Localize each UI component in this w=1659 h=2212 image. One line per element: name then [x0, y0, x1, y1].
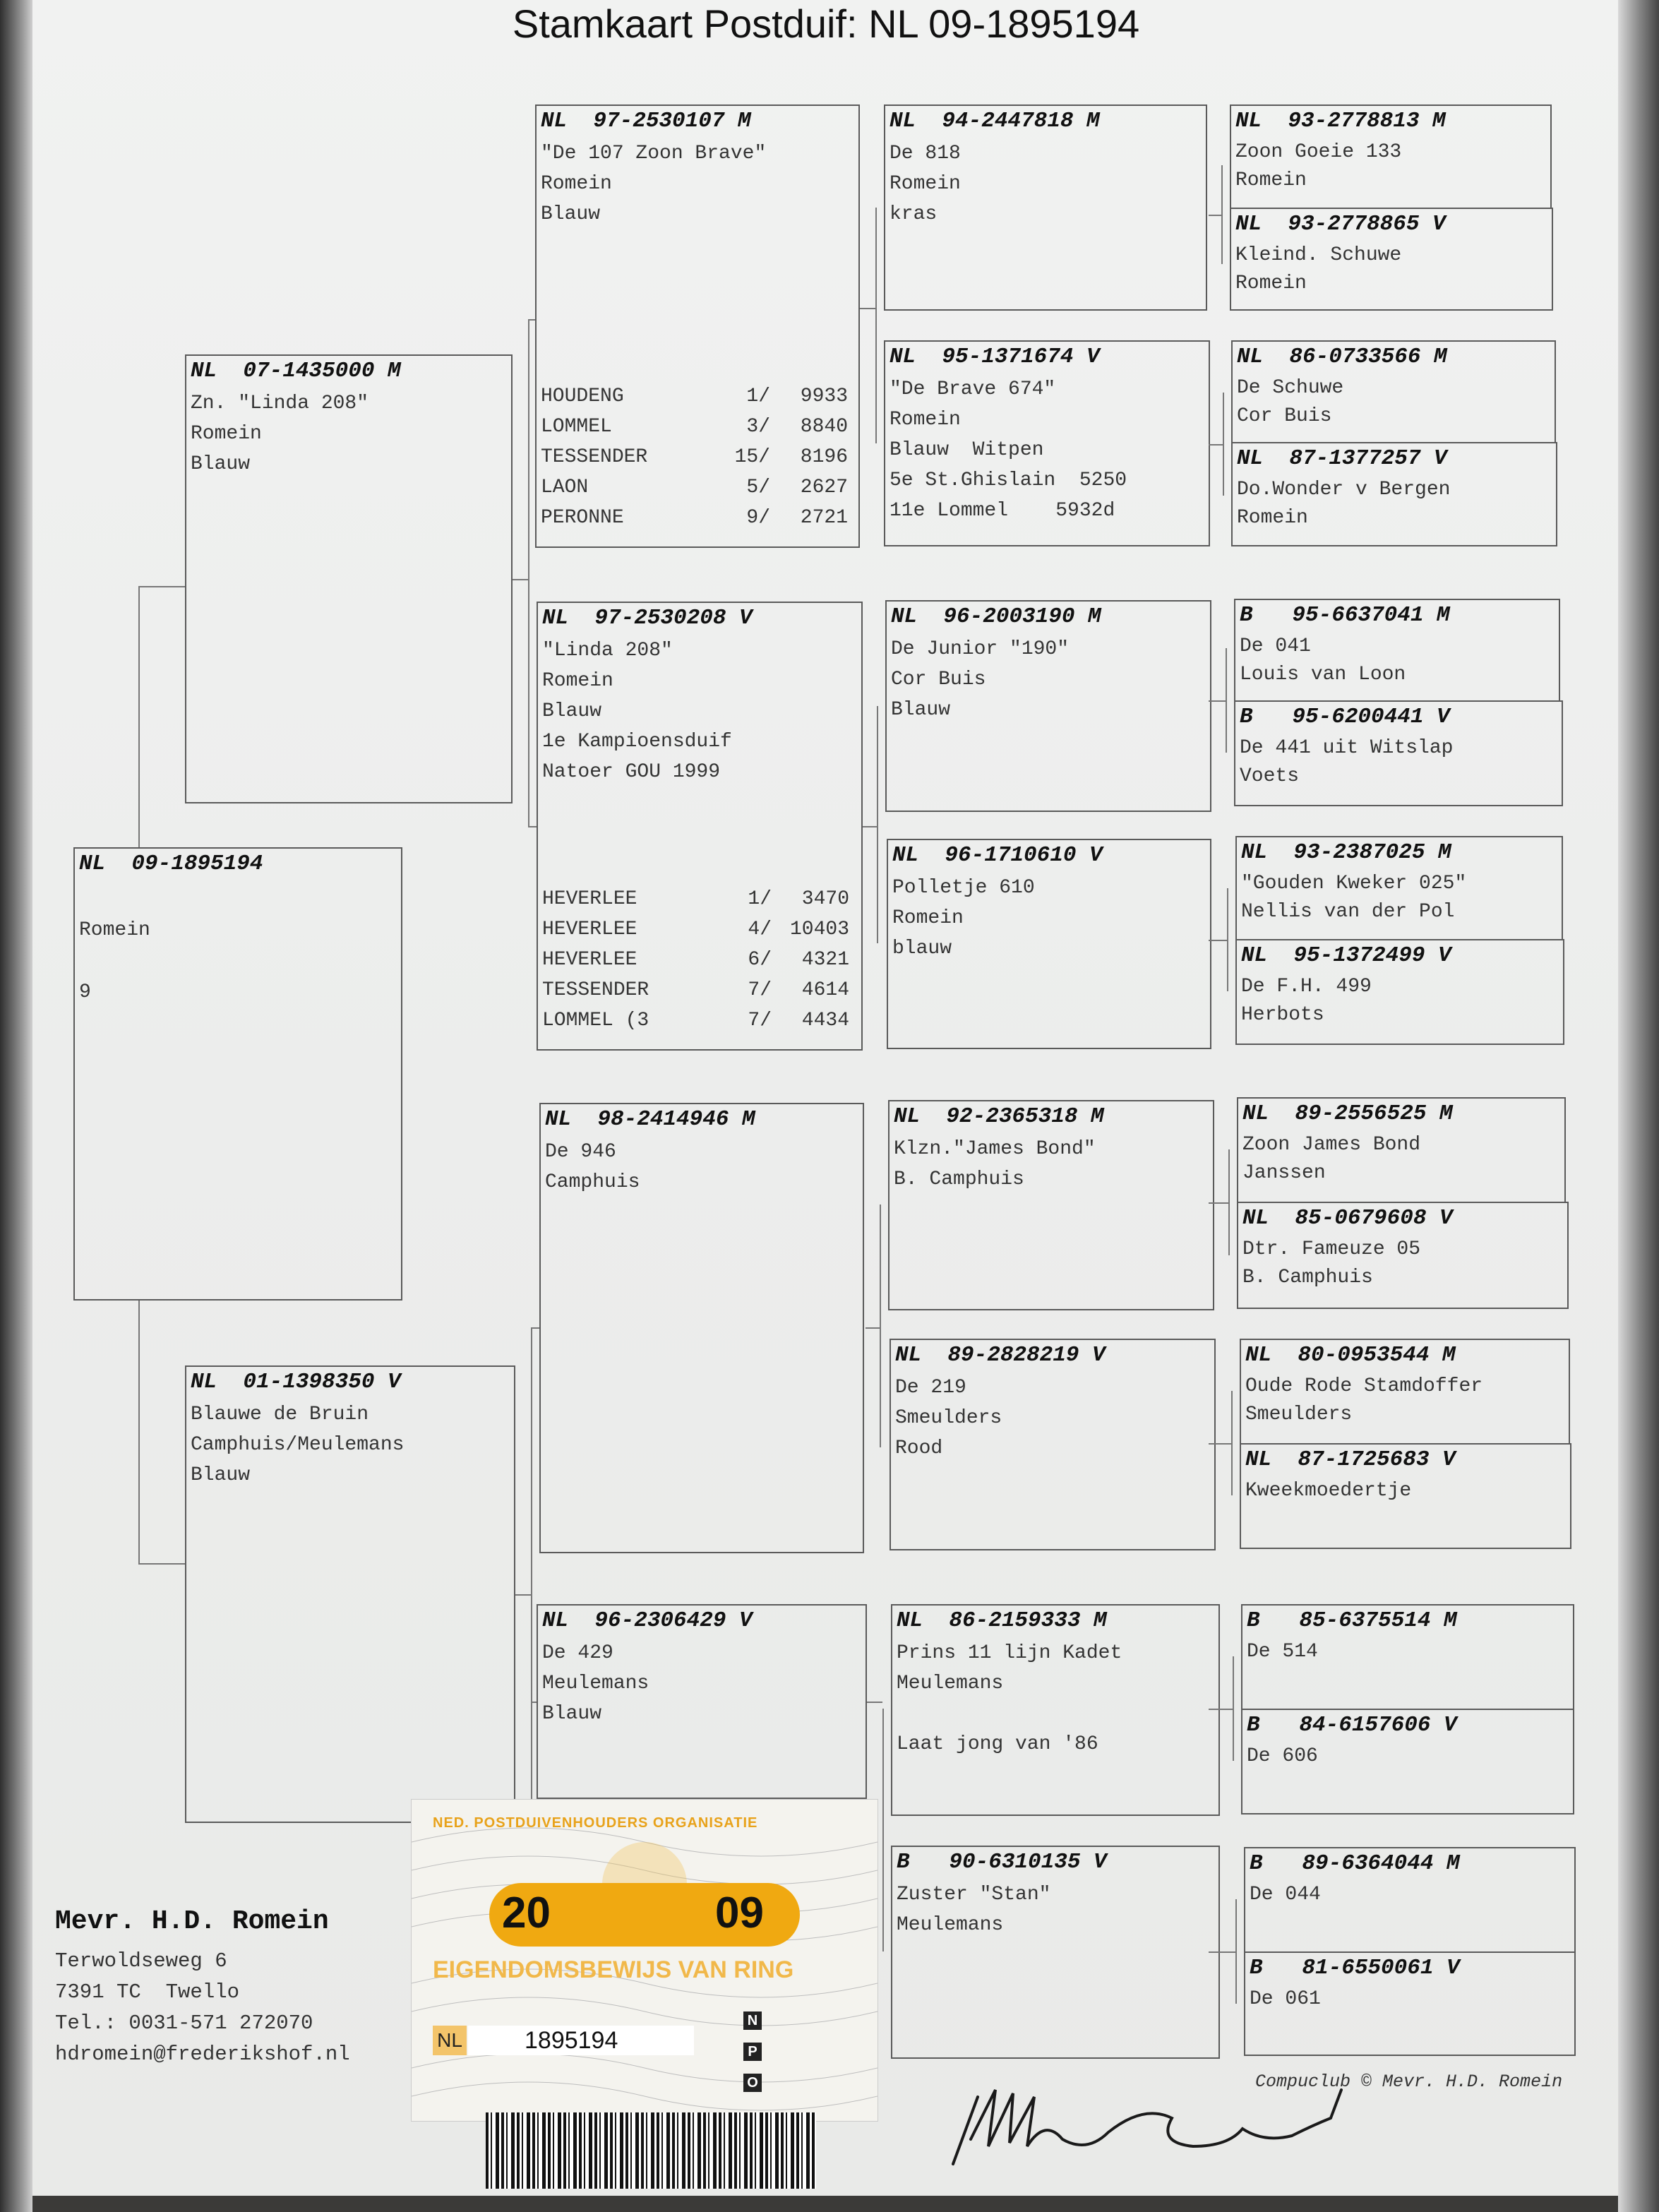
connector-line: [513, 579, 528, 580]
gen4-box: [1240, 1339, 1570, 1445]
grandparent-box: [537, 1604, 867, 1799]
race-place: LOMMEL (3: [542, 1010, 649, 1032]
great-grandparent-box: [891, 1604, 1220, 1816]
gen4-box: [1241, 1709, 1574, 1815]
connector-line: [882, 1709, 884, 1951]
owner-city: 7391 TC Twello: [55, 1980, 240, 2004]
race-place: LOMMEL: [541, 416, 612, 438]
sire-box-line: Zn. "Linda 208": [191, 393, 369, 414]
connector-line: [1209, 444, 1224, 446]
dam-box-ring: NL 01-1398350 V: [191, 1370, 401, 1394]
npo-logo: [743, 2011, 762, 2105]
gen4-box: [1237, 1202, 1569, 1309]
gen4-box-line: Nellis van der Pol: [1241, 901, 1455, 923]
logo-letter-p: P: [743, 2043, 762, 2061]
grandparent-box-ring: NL 97-2530208 V: [542, 606, 753, 630]
great-grandparent-box-line: Zuster "Stan": [897, 1884, 1051, 1906]
race-total: 8196: [800, 446, 848, 468]
logo-letter-o: O: [743, 2074, 762, 2092]
great-grandparent-box-line: De 219: [895, 1377, 966, 1399]
gen4-box-line: Janssen: [1242, 1162, 1326, 1184]
gen4-box-line: De 041: [1240, 635, 1311, 657]
race-total: 10403: [789, 919, 849, 940]
great-grandparent-box-ring: NL 96-1710610 V: [892, 843, 1103, 868]
connector-line: [1209, 700, 1227, 702]
gen4-box-ring: B 95-6200441 V: [1240, 705, 1450, 729]
gen4-box-line: Kleind. Schuwe: [1235, 244, 1402, 266]
race-position: 4/: [748, 919, 772, 940]
great-grandparent-box-line: Blauw Witpen: [890, 439, 1044, 461]
race-total: 2721: [800, 507, 848, 529]
sire-box-line: Romein: [191, 423, 262, 445]
gen4-box-line: De Schuwe: [1237, 377, 1344, 399]
gen4-box-ring: NL 87-1725683 V: [1245, 1447, 1456, 1472]
grandparent-box-line: Camphuis: [545, 1171, 640, 1193]
gen4-box-ring: B 85-6375514 M: [1247, 1608, 1457, 1633]
logo-letter-n: N: [743, 2011, 762, 2030]
connector-line: [1209, 1709, 1234, 1710]
gen4-box-ring: NL 89-2556525 M: [1242, 1101, 1453, 1126]
card-org-name: NED. POSTDUIVENHOUDERS ORGANISATIE: [433, 1815, 758, 1831]
connector-line: [863, 826, 877, 827]
great-grandparent-box-ring: NL 94-2447818 M: [890, 109, 1100, 133]
card-year-left: 20: [502, 1889, 551, 1937]
grandparent-box: [539, 1103, 864, 1553]
gen4-box: [1241, 1604, 1574, 1710]
great-grandparent-box-ring: NL 86-2159333 M: [897, 1608, 1107, 1633]
great-grandparent-box-line: Smeulders: [895, 1407, 1002, 1429]
connector-line: [528, 319, 535, 321]
race-position: 6/: [748, 949, 772, 971]
great-grandparent-box-line: Romein: [890, 409, 961, 431]
great-grandparent-box-line: Meulemans: [897, 1914, 1004, 1936]
barcode: [486, 2112, 816, 2189]
gen4-box-ring: NL 86-0733566 M: [1237, 345, 1447, 369]
connector-line: [880, 1204, 881, 1447]
great-grandparent-box: [888, 1100, 1214, 1310]
sire-box-line: Blauw: [191, 453, 251, 475]
dam-box-line: Blauwe de Bruin: [191, 1404, 369, 1425]
race-total: 2627: [800, 477, 848, 498]
gen4-box-line: Romein: [1235, 169, 1307, 191]
gen4-box-line: De 514: [1247, 1641, 1318, 1663]
race-total: 4321: [801, 949, 849, 971]
connector-line: [515, 1594, 531, 1596]
gen4-box-ring: NL 80-0953544 M: [1245, 1343, 1456, 1368]
gen4-box-ring: B 95-6637041 M: [1240, 603, 1450, 628]
great-grandparent-box-line: Romein: [892, 907, 964, 929]
race-position: 7/: [748, 979, 772, 1001]
gen4-box-line: Dtr. Fameuze 05: [1242, 1238, 1421, 1260]
grandparent-box-line: Blauw: [542, 700, 602, 722]
subject-box: [73, 847, 402, 1301]
gen4-box-line: Kweekmoedertje: [1245, 1480, 1412, 1502]
connector-line: [528, 826, 537, 827]
race-place: PERONNE: [541, 507, 624, 529]
gen4-box-ring: B 81-6550061 V: [1250, 1956, 1460, 1980]
connector-line: [877, 706, 878, 943]
card-title: EIGENDOMSBEWIJS VAN RING: [433, 1956, 794, 1983]
connector-line: [138, 1301, 140, 1565]
great-grandparent-box-ring: NL 89-2828219 V: [895, 1343, 1106, 1368]
grandparent-box-ring: NL 96-2306429 V: [542, 1608, 753, 1633]
gen4-box: [1244, 1951, 1576, 2056]
dam-box-line: Blauw: [191, 1464, 251, 1486]
great-grandparent-box-line: 5e St.Ghislain 5250: [890, 470, 1127, 491]
gen4-box-ring: NL 93-2778865 V: [1235, 212, 1446, 237]
grandparent-box-line: "De 107 Zoon Brave": [541, 143, 767, 165]
gen4-box-ring: B 89-6364044 M: [1250, 1851, 1460, 1876]
grandparent-box-ring: NL 98-2414946 M: [545, 1107, 755, 1132]
race-place: HEVERLEE: [542, 919, 637, 940]
gen4-box-line: De F.H. 499: [1241, 976, 1372, 998]
card-year-right: 09: [715, 1889, 764, 1937]
gen4-box-line: Romein: [1237, 507, 1308, 529]
grandparent-box-race-row: [542, 919, 849, 940]
grandparent-box-race-row: [541, 385, 848, 407]
gen4-box-line: Zoon James Bond: [1242, 1134, 1421, 1156]
grandparent-box-line: Romein: [541, 173, 612, 195]
connector-line: [1209, 1951, 1237, 1953]
race-position: 3/: [746, 416, 770, 438]
race-position: 9/: [746, 507, 770, 529]
gen4-box: [1231, 442, 1557, 546]
connector-line: [138, 586, 185, 587]
gen4-box-ring: NL 93-2778813 M: [1235, 109, 1446, 133]
grandparent-box: [535, 104, 860, 548]
great-grandparent-box-line: Laat jong van '86: [897, 1733, 1098, 1755]
gen4-box-line: De 606: [1247, 1745, 1318, 1767]
dam-box: [185, 1365, 515, 1823]
great-grandparent-box-line: Blauw: [891, 699, 951, 721]
gen4-box: [1231, 340, 1556, 443]
great-grandparent-box: [885, 600, 1211, 812]
subject-line: 9: [79, 981, 91, 1003]
gen4-box-ring: NL 85-0679608 V: [1242, 1206, 1453, 1231]
gen4-box-ring: NL 93-2387025 M: [1241, 840, 1451, 865]
great-grandparent-box-ring: NL 95-1371674 V: [890, 345, 1100, 369]
great-grandparent-box-line: "De Brave 674": [890, 378, 1056, 400]
great-grandparent-box-line: Cor Buis: [891, 669, 986, 690]
great-grandparent-box-line: blauw: [892, 938, 952, 959]
connector-line: [866, 1327, 880, 1329]
gen4-box-ring: NL 95-1372499 V: [1241, 943, 1451, 968]
grandparent-box-race-row: [542, 979, 849, 1001]
race-place: LAON: [541, 477, 589, 498]
gen4-box-line: De 441 uit Witslap: [1240, 737, 1454, 759]
race-total: 9933: [800, 385, 848, 407]
gen4-box-line: De 044: [1250, 1884, 1321, 1906]
owner-block: [55, 1906, 422, 2067]
subject-ring: NL 09-1895194: [79, 851, 263, 876]
connector-line: [1209, 940, 1228, 941]
page-title: Stamkaart Postduif: NL 09-1895194: [512, 1, 1140, 46]
gen4-box: [1230, 104, 1552, 209]
dam-box-line: Camphuis/Meulemans: [191, 1434, 405, 1456]
race-place: HOUDENG: [541, 385, 624, 407]
gen4-box-line: Oude Rode Stamdoffer: [1245, 1375, 1483, 1397]
connector-line: [528, 319, 529, 827]
grandparent-box-line: "Linda 208": [542, 640, 673, 662]
great-grandparent-box-line: 11e Lommel 5932d: [890, 500, 1115, 522]
subject-line: Romein: [79, 919, 150, 941]
sire-box-ring: NL 07-1435000 M: [191, 359, 401, 383]
card-ring-number: 1895194: [468, 2026, 694, 2055]
connector-line: [531, 1702, 537, 1703]
great-grandparent-box-ring: NL 92-2365318 M: [894, 1104, 1104, 1129]
grandparent-box-line: 1e Kampioensduif: [542, 731, 732, 753]
gen4-box: [1240, 1443, 1571, 1549]
grandparent-box-race-row: [542, 888, 849, 910]
gen4-box: [1237, 1097, 1566, 1203]
connector-line: [1209, 1443, 1233, 1445]
grandparent-box-line: De 429: [542, 1642, 613, 1664]
gen4-box-ring: B 84-6157606 V: [1247, 1713, 1457, 1738]
card-country: NL: [433, 2026, 467, 2055]
grandparent-box-line: Romein: [542, 670, 613, 692]
great-grandparent-box: [887, 839, 1211, 1049]
grandparent-box-race-row: [542, 1010, 849, 1032]
connector-line: [1209, 215, 1223, 216]
great-grandparent-box-line: Meulemans: [897, 1673, 1004, 1694]
race-position: 1/: [748, 888, 772, 910]
connector-line: [867, 1702, 882, 1703]
grandparent-box-race-row: [541, 477, 848, 498]
connector-line: [138, 1563, 185, 1565]
gen4-box: [1235, 939, 1564, 1045]
great-grandparent-box-line: Prins 11 lijn Kadet: [897, 1642, 1122, 1664]
great-grandparent-box: [884, 340, 1210, 546]
grandparent-box-line: Blauw: [542, 1703, 602, 1725]
gen4-box-line: Louis van Loon: [1240, 664, 1406, 686]
gen4-box-line: Voets: [1240, 765, 1300, 787]
great-grandparent-box-ring: B 90-6310135 V: [897, 1850, 1107, 1875]
great-grandparent-box-ring: NL 96-2003190 M: [891, 604, 1101, 629]
great-grandparent-box-line: kras: [890, 203, 938, 225]
great-grandparent-box-line: B. Camphuis: [894, 1168, 1024, 1190]
grandparent-box-line: Natoer GOU 1999: [542, 761, 721, 783]
race-position: 5/: [746, 477, 770, 498]
great-grandparent-box-line: Romein: [890, 173, 961, 195]
grandparent-box: [537, 602, 863, 1051]
race-position: 1/: [746, 385, 770, 407]
race-place: TESSENDER: [542, 979, 649, 1001]
owner-phone: Tel.: 0031-571 272070: [55, 2011, 313, 2035]
great-grandparent-box: [890, 1339, 1216, 1550]
grandparent-box-race-row: [541, 507, 848, 529]
owner-address: Terwoldseweg 6: [55, 1949, 227, 1973]
race-position: 15/: [734, 446, 770, 468]
race-total: 8840: [800, 416, 848, 438]
gen4-box: [1244, 1847, 1576, 1953]
gen4-box-line: B. Camphuis: [1242, 1267, 1373, 1289]
grandparent-box-race-row: [541, 416, 848, 438]
great-grandparent-box-line: Polletje 610: [892, 877, 1035, 899]
gen4-box: [1234, 599, 1560, 702]
gen4-box-line: Cor Buis: [1237, 405, 1332, 427]
race-place: HEVERLEE: [542, 888, 637, 910]
great-grandparent-box-line: Klzn."James Bond": [894, 1138, 1096, 1160]
gen4-box: [1234, 700, 1563, 806]
race-total: 3470: [801, 888, 849, 910]
connector-line: [875, 208, 877, 443]
connector-line: [1209, 1202, 1230, 1204]
sire-box: [185, 354, 513, 803]
grandparent-box-race-row: [541, 446, 848, 468]
signature: [946, 2076, 1412, 2175]
gen4-box-line: "Gouden Kweker 025": [1241, 873, 1467, 895]
gen4-box-line: Smeulders: [1245, 1404, 1353, 1425]
gen4-box-line: Do.Wonder v Bergen: [1237, 479, 1451, 501]
race-place: HEVERLEE: [542, 949, 637, 971]
owner-name: Mevr. H.D. Romein: [55, 1906, 329, 1937]
grandparent-box-line: Blauw: [541, 203, 601, 225]
sleeve-right-edge: [1618, 0, 1659, 2212]
gen4-box: [1230, 208, 1553, 311]
race-total: 4434: [801, 1010, 849, 1032]
grandparent-box-line: De 946: [545, 1141, 616, 1163]
connector-line: [531, 1327, 539, 1329]
race-place: TESSENDER: [541, 446, 648, 468]
great-grandparent-box-line: Rood: [895, 1437, 943, 1459]
copyright-note: Compuclub © Mevr. H.D. Romein: [1255, 2071, 1563, 2092]
race-total: 4614: [801, 979, 849, 1001]
race-position: 7/: [748, 1010, 772, 1032]
gen4-box-line: Herbots: [1241, 1004, 1324, 1026]
gen4-box-line: Zoon Goeie 133: [1235, 141, 1402, 163]
connector-line: [531, 1327, 532, 1836]
gen4-box-ring: NL 87-1377257 V: [1237, 446, 1447, 471]
grandparent-box-ring: NL 97-2530107 M: [541, 109, 751, 133]
connector-line: [860, 308, 875, 309]
gen4-box-line: Romein: [1235, 273, 1307, 294]
owner-email: hdromein@frederikshof.nl: [55, 2043, 350, 2066]
gen4-box-line: De 061: [1250, 1988, 1321, 2010]
great-grandparent-box: [891, 1846, 1220, 2059]
grandparent-box-line: Meulemans: [542, 1673, 649, 1694]
connector-line: [138, 586, 140, 847]
grandparent-box-race-row: [542, 949, 849, 971]
great-grandparent-box: [884, 104, 1207, 311]
gen4-box: [1235, 836, 1563, 940]
ring-ownership-card: [411, 1799, 878, 2122]
great-grandparent-box-line: De 818: [890, 143, 961, 165]
sleeve-left-edge: [0, 0, 32, 2212]
great-grandparent-box-line: De Junior "190": [891, 638, 1070, 660]
